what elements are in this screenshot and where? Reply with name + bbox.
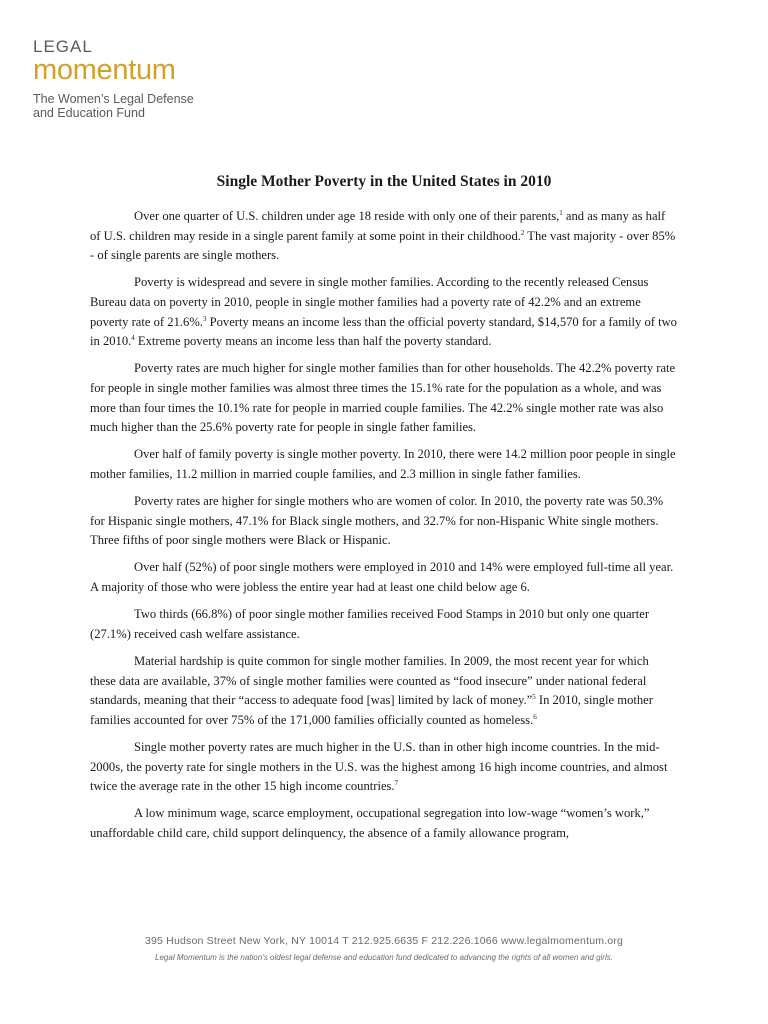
footnote-4: 4 — [131, 333, 135, 342]
page-footer — [0, 935, 768, 962]
logo-tagline — [33, 92, 194, 120]
paragraph-8 — [90, 652, 677, 730]
paragraph-1 — [90, 207, 677, 266]
paragraph-8-text-b: In 2010, single mother families accounted for over 75% of the 171,000 families officially counted as homeless. — [90, 693, 653, 727]
paragraph-2 — [90, 273, 677, 351]
paragraph-8-text-a: Material hardship is quite common for single mother families. In 2009, the most recent year for which these data are available, 37% of single mother families were counted as “food insecure” under national federal standards, meaning that their “access to adequate food [was] limited by lack of money.” — [90, 654, 649, 708]
footnote-5: 5 — [532, 693, 536, 702]
paragraph-9 — [90, 738, 677, 797]
paragraph-10: A low minimum wage, scarce employment, occupational segregation into low-wage “women’s work,” unaffordable child care, child support delinquency, the absence of a family allowance program, — [90, 806, 650, 840]
footnote-6: 6 — [533, 712, 537, 721]
paragraph-2-text-a: Poverty is widespread and severe in single mother families. According to the recently released Census Bureau data on poverty in 2010, people in single mother families had a poverty rate of 42.2% and an extreme poverty rate of 21.6%. — [90, 275, 649, 329]
logo-legal-text: LEGAL — [33, 37, 93, 56]
legal-momentum-logo — [33, 38, 194, 120]
footnote-1: 1 — [559, 208, 563, 217]
footnote-7: 7 — [394, 779, 399, 787]
paragraph-2-text-c: Extreme poverty means an income less than half the poverty standard. — [134, 334, 492, 349]
paragraph-3: Poverty rates are much higher for single mother families than for other households. The 42.2% poverty rate for people in single mother families was almost three times the 15.1% rate for the population as a whole, and was more than four times the 10.1% rate for people in married couple families. The 42.2% single mother rate was also much higher than the 25.6% poverty rate for people in single father families. — [90, 361, 676, 435]
paragraph-7: Two thirds (66.8%) of poor single mother families received Food Stamps in 2010 but only one quarter (27.1%) received cash welfare assistance. — [90, 607, 650, 641]
logo-tagline-line-1: The Women’s Legal Defense — [33, 92, 194, 106]
footer-address: 395 Hudson Street New York, NY 10014 T 212.925.6635 F 212.226.1066 www.legalmomentum.org — [144, 935, 624, 947]
paragraph-1-text-a: Over one quarter of U.S. children under age 18 reside with only one of their parents, — [134, 209, 560, 223]
footnote-2: 2 — [520, 228, 525, 237]
footer-mission: Legal Momentum is the nation’s oldest legal defense and education fund dedicated to advancing the rights of all women and girls. — [155, 953, 613, 962]
paragraph-4: Over half of family poverty is single mother poverty. In 2010, there were 14.2 million poor people in single mother families, 11.2 million in married couple families, and 2.3 million in single father families. — [90, 447, 676, 481]
logo-tagline-line-2: and Education Fund — [33, 106, 145, 120]
paragraph-2-text-b: Poverty means an income less than the official poverty standard, $14,570 for a family of two in 2010. — [90, 314, 677, 349]
logo-momentum-text: momentum — [33, 54, 176, 86]
document-body — [90, 207, 677, 851]
paragraph-9-text-a: Single mother poverty rates are much higher in the U.S. than in other high income countries. In the mid-2000s, the poverty rate for single mothers in the U.S. was the highest among 16 high income countries, and almost twice the average rate in the other 15 high income countries. — [90, 740, 668, 794]
paragraph-5: Poverty rates are higher for single mothers who are women of color. In 2010, the poverty rate was 50.3% for Hispanic single mothers, 47.1% for Black single mothers, and 32.7% for non-Hispanic White single mothers. Three fifths of poor single mothers were Black or Hispanic. — [90, 494, 664, 548]
paragraph-6: Over half (52%) of poor single mothers were employed in 2010 and 14% were employed full-time all year. A majority of those who were jobless the entire year had at least one child below age 6. — [90, 560, 674, 595]
footnote-3: 3 — [202, 314, 207, 323]
paragraph-1-text-b: and as many as half of U.S. children may reside in a single parent family at some point in their childhood. — [90, 209, 666, 243]
document-title: Single Mother Poverty in the United States in 2010 — [216, 173, 552, 190]
paragraph-1-text-c: The vast majority - over 85% - of single parents are single mothers. — [90, 228, 676, 263]
